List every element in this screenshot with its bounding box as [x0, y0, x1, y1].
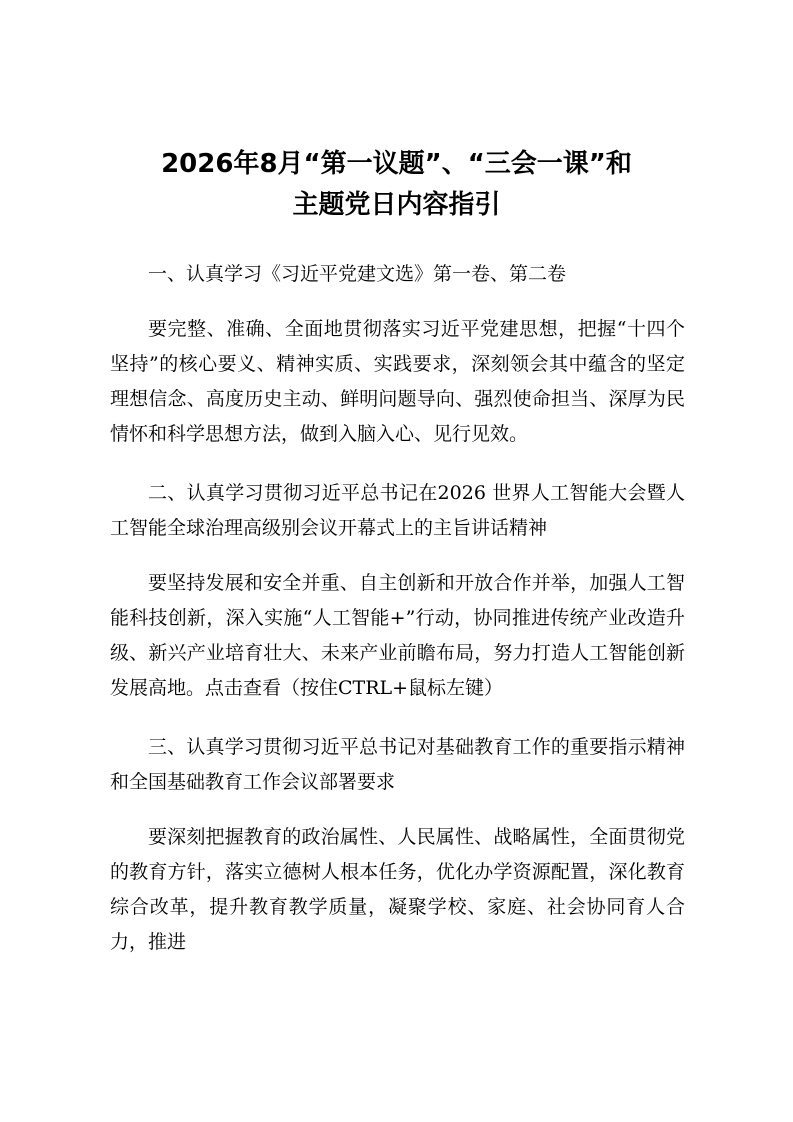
document-title-line-1: 2026年8月“第一议题”、“三会一课”和: [161, 149, 632, 179]
section-1-heading: 一、认真学习《习近平党建文选》第一卷、第二卷: [148, 263, 567, 285]
section-2-heading: 二、认真学习贯彻习近平总书记在2026 世界人工智能大会暨人工智能全球治理高级别会议开幕式上的主旨讲话精神: [110, 482, 685, 539]
section-1-body: 要完整、准确、全面地贯彻落实习近平党建思想，把握“十四个坚持”的核心要义、精神实质、实践要求，深刻领会其中蕴含的坚定理想信念、高度历史主动、鲜明问题导向、强烈使命担当、深厚为民情怀和科学思想方法，做到入脑入心、见行见效。: [110, 318, 685, 445]
section-2-body: 要坚持发展和安全并重、自主创新和开放合作并举，加强人工智能科技创新，深入实施“人工智能+”行动，协同推进传统产业改造升级、新兴产业培育壮大、未来产业前瞻布局，努力打造人工智能创新发展高地。点击查看（按住CTRL+鼠标左键）: [110, 572, 685, 699]
section-3-heading: 三、认真学习贯彻习近平总书记对基础教育工作的重要指示精神和全国基础教育工作会议部署要求: [110, 736, 685, 793]
document-title-line-2: 主题党日内容指引: [292, 190, 501, 220]
section-3-body: 要深刻把握教育的政治属性、人民属性、战略属性，全面贯彻党的教育方针，落实立德树人根本任务，优化办学资源配置，深化教育综合改革，提升教育教学质量，凝聚学校、家庭、社会协同育人合力，推进: [110, 826, 685, 953]
